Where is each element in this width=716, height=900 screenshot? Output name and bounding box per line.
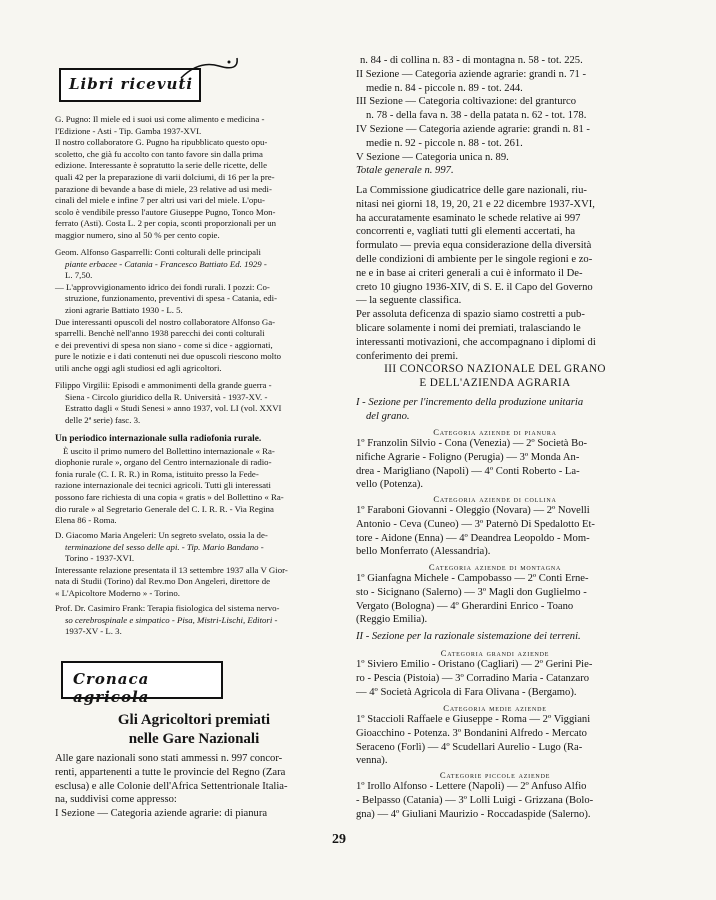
review-line: scoletto, che già fu accolto con tanto favore sin dalla prima bbox=[55, 148, 263, 159]
winner-line: tore - Aidone (Enna) — 4º Deandrea Leopoldo - Mom- bbox=[356, 532, 590, 544]
category-piccole bbox=[356, 770, 634, 821]
review-line: L. 7,50. bbox=[65, 270, 93, 281]
commission-line: La Commissione giudicatrice delle gare nazionali, riu- bbox=[356, 185, 587, 196]
review-line: Interessante relazione presentata il 13 settembre 1937 alla V Gior- bbox=[55, 564, 288, 575]
category-montagna bbox=[356, 562, 634, 627]
winner-line: 1º Staccioli Raffaele e Giuseppe - Roma — 2º Viggiani bbox=[356, 714, 591, 725]
stats-line: IV Sezione — Categoria aziende agrarie: grandi n. 81 - bbox=[356, 123, 590, 135]
section-stats bbox=[356, 54, 634, 178]
review-line: È uscito il primo numero del Bollettino internazionale « Ra- bbox=[63, 445, 275, 456]
review-line: edizione. Interessante è sopratutto la serie delle ricette, delle bbox=[55, 160, 268, 171]
review-radiofonia bbox=[55, 434, 333, 527]
commission-line: ha accuratamente esaminato le schede relative ai 997 bbox=[356, 212, 581, 224]
article-body bbox=[55, 752, 333, 821]
review-line: quali 42 per la preparazione di varii dolciumi, di 16 per la pre- bbox=[55, 171, 275, 182]
winner-line: 1º Franzolin Silvio - Cona (Venezia) — 2º Società Bo- bbox=[356, 438, 588, 449]
sezione-line: I - Sezione per l'incremento della produzione unitaria bbox=[356, 397, 584, 408]
commission-line: nitasi nei giorni 18, 19, 20, 21 e 22 dicembre 1937-XVI, bbox=[356, 198, 595, 210]
review-line: G. Pugno: Il miele ed i suoi usi come alimento e medicina - bbox=[55, 114, 265, 124]
review-line: delle 2ª serie) fasc. 3. bbox=[65, 414, 141, 425]
article-title bbox=[55, 711, 333, 749]
winner-line: Vergato (Bologna) — 4º Gherardini Enrico - Toano bbox=[356, 600, 574, 612]
review-line: Elena 86 - Roma. bbox=[55, 515, 117, 526]
winner-line: gna) — 4º Giuliani Maurizio - Roccadaspide (Salerno). bbox=[356, 808, 591, 820]
review-line: Filippo Virgilii: Episodi e ammonimenti della grande guerra - bbox=[55, 380, 272, 390]
stats-total: Totale generale n. 997. bbox=[356, 165, 454, 177]
review-line: Siena - Circolo giuridico della R. Università - 1937-XV. - bbox=[65, 391, 268, 402]
cronaca-agricola-banner bbox=[61, 661, 223, 706]
article-line: I Sezione — Categoria aziende agrarie: di pianura bbox=[55, 808, 268, 820]
review-line: nata di Studii (Torino) dal Rev.mo Don Angeleri, direttore de bbox=[55, 576, 271, 587]
stats-line: II Sezione — Categoria aziende agrarie: grandi n. 71 - bbox=[356, 68, 587, 80]
review-line: possono fare richiesta di una copia « gratis » del Bollettino « Ra- bbox=[55, 491, 284, 502]
banner-flourish-icon bbox=[179, 56, 239, 80]
review-line: 1937-XV - L. 3. bbox=[65, 626, 122, 637]
libri-banner-text: Libri ricevuti bbox=[69, 75, 194, 93]
winner-line: (Reggio Emilia). bbox=[356, 614, 428, 626]
libri-ricevuti-banner bbox=[59, 68, 201, 102]
stats-line: III Sezione — Categoria coltivazione: del granturco bbox=[356, 96, 577, 108]
winner-line: Antonio - Ceva (Cuneo) — 3º Paternò Di Spedalotto Et- bbox=[356, 518, 595, 530]
review-line: Estratto dagli « Studi Senesi » anno 1937, vol. LI (vol. XXVI bbox=[65, 403, 282, 414]
commission-line: formulato — previa equa considerazione della diversità bbox=[356, 240, 592, 252]
review-line: Prof. Dr. Casimiro Frank: Terapia fisiologica del sistema nervo- bbox=[55, 603, 280, 613]
commission-line: blicare solamente i nomi dei premiati, tralasciando le bbox=[356, 322, 581, 334]
commission-line: delle condizioni di ambiente per le singole regioni e zo- bbox=[356, 253, 593, 265]
winner-line: — 4º Società Agricola di Fara Olivana - (Bergamo). bbox=[356, 686, 577, 698]
sezione-1-heading bbox=[356, 396, 634, 424]
review-line: parazione di bevande a base di miele, 23 relative ad usi medi- bbox=[55, 183, 272, 194]
category-medie bbox=[356, 703, 634, 768]
winner-line: ro - Pescia (Pistoia) — 3º Corradino Maria - Catanzaro bbox=[356, 672, 590, 684]
winner-line: Gioacchino - Potenza. 3º Bondanini Alfredo - Mercato bbox=[356, 727, 587, 739]
review-line: cinali del miele e infine 7 per altri usi vari del miele. L'opu- bbox=[55, 195, 265, 206]
stats-line: n. 78 - della fava n. 38 - della patata n. 62 - tot. 178. bbox=[366, 110, 587, 122]
winner-line: Seraceno (Forlì) — 4º Scudellari Aurelio - Lugo (Ra- bbox=[356, 741, 583, 753]
article-title-line: Gli Agricoltori premiati bbox=[117, 712, 271, 728]
review-line: D. Giacomo Maria Angeleri: Un segreto svelato, ossia la de- bbox=[55, 530, 268, 540]
page-number: 29 bbox=[332, 832, 346, 847]
review-heading: Un periodico internazionale sulla radiofonia rurale. bbox=[55, 434, 262, 444]
article-line: na, suddivisi come appresso: bbox=[55, 794, 177, 806]
category-title: Categoria medie aziende bbox=[443, 703, 547, 713]
winner-line: venna). bbox=[356, 755, 388, 767]
review-line: razione internazionale dei tecnici agricoli. Tutti gli interessati bbox=[55, 480, 271, 491]
winner-line: vello (Potenza). bbox=[356, 479, 424, 491]
category-title: Categoria grandi aziende bbox=[440, 648, 550, 658]
commission-line: conferimento dei premi. bbox=[356, 350, 459, 362]
article-line: Alle gare nazionali sono stati ammessi n. 997 concor- bbox=[55, 753, 283, 764]
winner-line: nifiche Agrarie - Foligno (Perugia) — 3º Monda An- bbox=[356, 451, 580, 463]
cronaca-banner-text: Cronaca agricola bbox=[73, 670, 150, 706]
review-line: sparrelli. Benchè nell'anno 1938 parecchi dei conti colturali bbox=[55, 328, 265, 339]
review-line: scolo è vendibile presso l'autore Giuseppe Pugno, Tonco Mon- bbox=[55, 206, 276, 217]
winner-line: bello Monferrato (Alessandria). bbox=[356, 546, 491, 558]
review-line: « L'Apicoltore Moderno » - Torino. bbox=[55, 587, 180, 598]
category-title: Categoria aziende di montagna bbox=[428, 562, 562, 572]
category-title: Categoria aziende di collina bbox=[433, 494, 557, 504]
stats-line: n. 84 - di collina n. 83 - di montagna n. 58 - tot. 225. bbox=[360, 55, 583, 66]
review-line: Geom. Alfonso Gasparrelli: Conti colturali delle principali bbox=[55, 247, 261, 257]
review-line: piante erbacee - Catania - Francesco Battiato Ed. 1929 - bbox=[65, 258, 267, 269]
category-collina bbox=[356, 494, 634, 559]
commission-line: creto 10 giugno 1936-XIV, di S. E. il Capo del Governo bbox=[356, 281, 593, 293]
review-line: ferrato (Asti). Costa L. 2 per copia, sconti proporzionali per un bbox=[55, 218, 277, 229]
review-frank bbox=[55, 603, 333, 638]
review-line: so cerebrospinale e simpatico - Pisa, Mistri-Lischi, Editori - bbox=[65, 614, 278, 625]
category-title: Categoria aziende di pianura bbox=[433, 427, 557, 437]
commission-line: interessanti motivazioni, che accompagnano i diplomi di bbox=[356, 336, 596, 348]
review-line: utili anche oggi agli studiosi ed agli agricoltori. bbox=[55, 362, 222, 373]
sezione-2-heading bbox=[356, 630, 634, 644]
commission-line: ne e in base ai criteri generali a cui è informato il De- bbox=[356, 267, 583, 279]
concorso-title bbox=[356, 362, 634, 390]
article-title-line: nelle Gare Nazionali bbox=[128, 731, 260, 747]
review-line: Torino - 1937-XVI. bbox=[65, 553, 135, 564]
category-grandi bbox=[356, 648, 634, 699]
review-gasparrelli bbox=[55, 247, 333, 375]
review-line: — L'approvvigionamento idrico dei fondi rurali. I pozzi: Co- bbox=[55, 281, 270, 292]
review-line: maggior numero, sino al 50 % per cento copie. bbox=[55, 229, 220, 240]
review-line: Due interessanti opuscoli del nostro collaboratore Alfonso Ga- bbox=[55, 316, 276, 327]
review-virgilii bbox=[55, 380, 333, 426]
review-line: struzione, funzionamento, preventivi di spesa - Catania, edi- bbox=[65, 293, 278, 304]
winner-line: 1º Gianfagna Michele - Campobasso — 2º Conti Erne- bbox=[356, 573, 589, 584]
review-line: e dei preventivi di spesa non siano - come si dice - aggiornati, bbox=[55, 339, 273, 350]
winner-line: 1º Irollo Alfonso - Lettere (Napoli) — 2º Anfuso Alfio bbox=[356, 781, 587, 792]
category-pianura bbox=[356, 427, 634, 492]
winner-line: - Belpasso (Catania) — 3º Lolli Luigi - Grizzana (Bolo- bbox=[356, 794, 594, 806]
review-line: l'Edizione - Asti - Tip. Gamba 1937-XVI. bbox=[55, 125, 202, 136]
category-title: Categorie piccole aziende bbox=[439, 770, 551, 780]
review-line: fonia rurale (C. I. R. R.) in Roma, istituito presso la Fede- bbox=[55, 468, 259, 479]
review-pugno bbox=[55, 114, 333, 242]
review-line: diophonie rurale », organo del Centro internazionale di radio- bbox=[55, 457, 272, 468]
review-angeleri bbox=[55, 530, 333, 600]
review-line: Il nostro collaboratore G. Pugno ha ripubblicato questo opu- bbox=[55, 137, 268, 148]
review-line: zioni agrarie Battiato 1930 - L. 5. bbox=[65, 304, 183, 315]
article-line: esclusa) e alle Colonie dell'Africa Settentrionale Italia- bbox=[55, 780, 288, 792]
stats-line: medie n. 92 - piccole n. 88 - tot. 261. bbox=[366, 137, 523, 149]
winner-line: 1º Faraboni Giovanni - Oleggio (Novara) — 2º Novelli bbox=[356, 505, 590, 516]
sezione-line: del grano. bbox=[366, 410, 410, 422]
review-line: terminazione del sesso delle api. - Tip. Mario Bandano - bbox=[65, 541, 264, 552]
review-line: dio rurale » al Segretario Generale del C. I. R. R. - Via Regina bbox=[55, 503, 274, 514]
concorso-title-line: E DELL'AZIENDA AGRARIA bbox=[419, 377, 571, 389]
article-line: renti, appartenenti a tutte le provincie del Regno (Zara bbox=[55, 766, 286, 778]
sezione-line: II - Sezione per la razionale sistemazione dei terreni. bbox=[356, 631, 581, 642]
commission-paragraph bbox=[356, 184, 634, 363]
commission-line: Per assoluta deficenza di spazio siamo costretti a pub- bbox=[356, 309, 585, 321]
winner-line: 1º Siviero Emilio - Oristano (Cagliari) — 2º Gerini Pie- bbox=[356, 659, 593, 670]
winner-line: sto - Sicignano (Salerno) — 3º Magli don Guglielmo - bbox=[356, 586, 587, 598]
commission-line: — la seguente classifica. bbox=[356, 295, 462, 307]
stats-line: medie n. 84 - piccole n. 89 - tot. 244. bbox=[366, 82, 523, 94]
concorso-title-line: III CONCORSO NAZIONALE DEL GRANO bbox=[384, 363, 606, 375]
winner-line: drea - Marigliano (Napoli) — 4º Conti Roberto - La- bbox=[356, 465, 580, 477]
commission-line: concorrenti e, vagliati tutti gli elementi accertati, ha bbox=[356, 226, 576, 238]
stats-line: V Sezione — Categoria unica n. 89. bbox=[356, 151, 509, 163]
review-line: pure le notizie e i dati contenuti nei due opuscoli riescono molto bbox=[55, 351, 281, 362]
